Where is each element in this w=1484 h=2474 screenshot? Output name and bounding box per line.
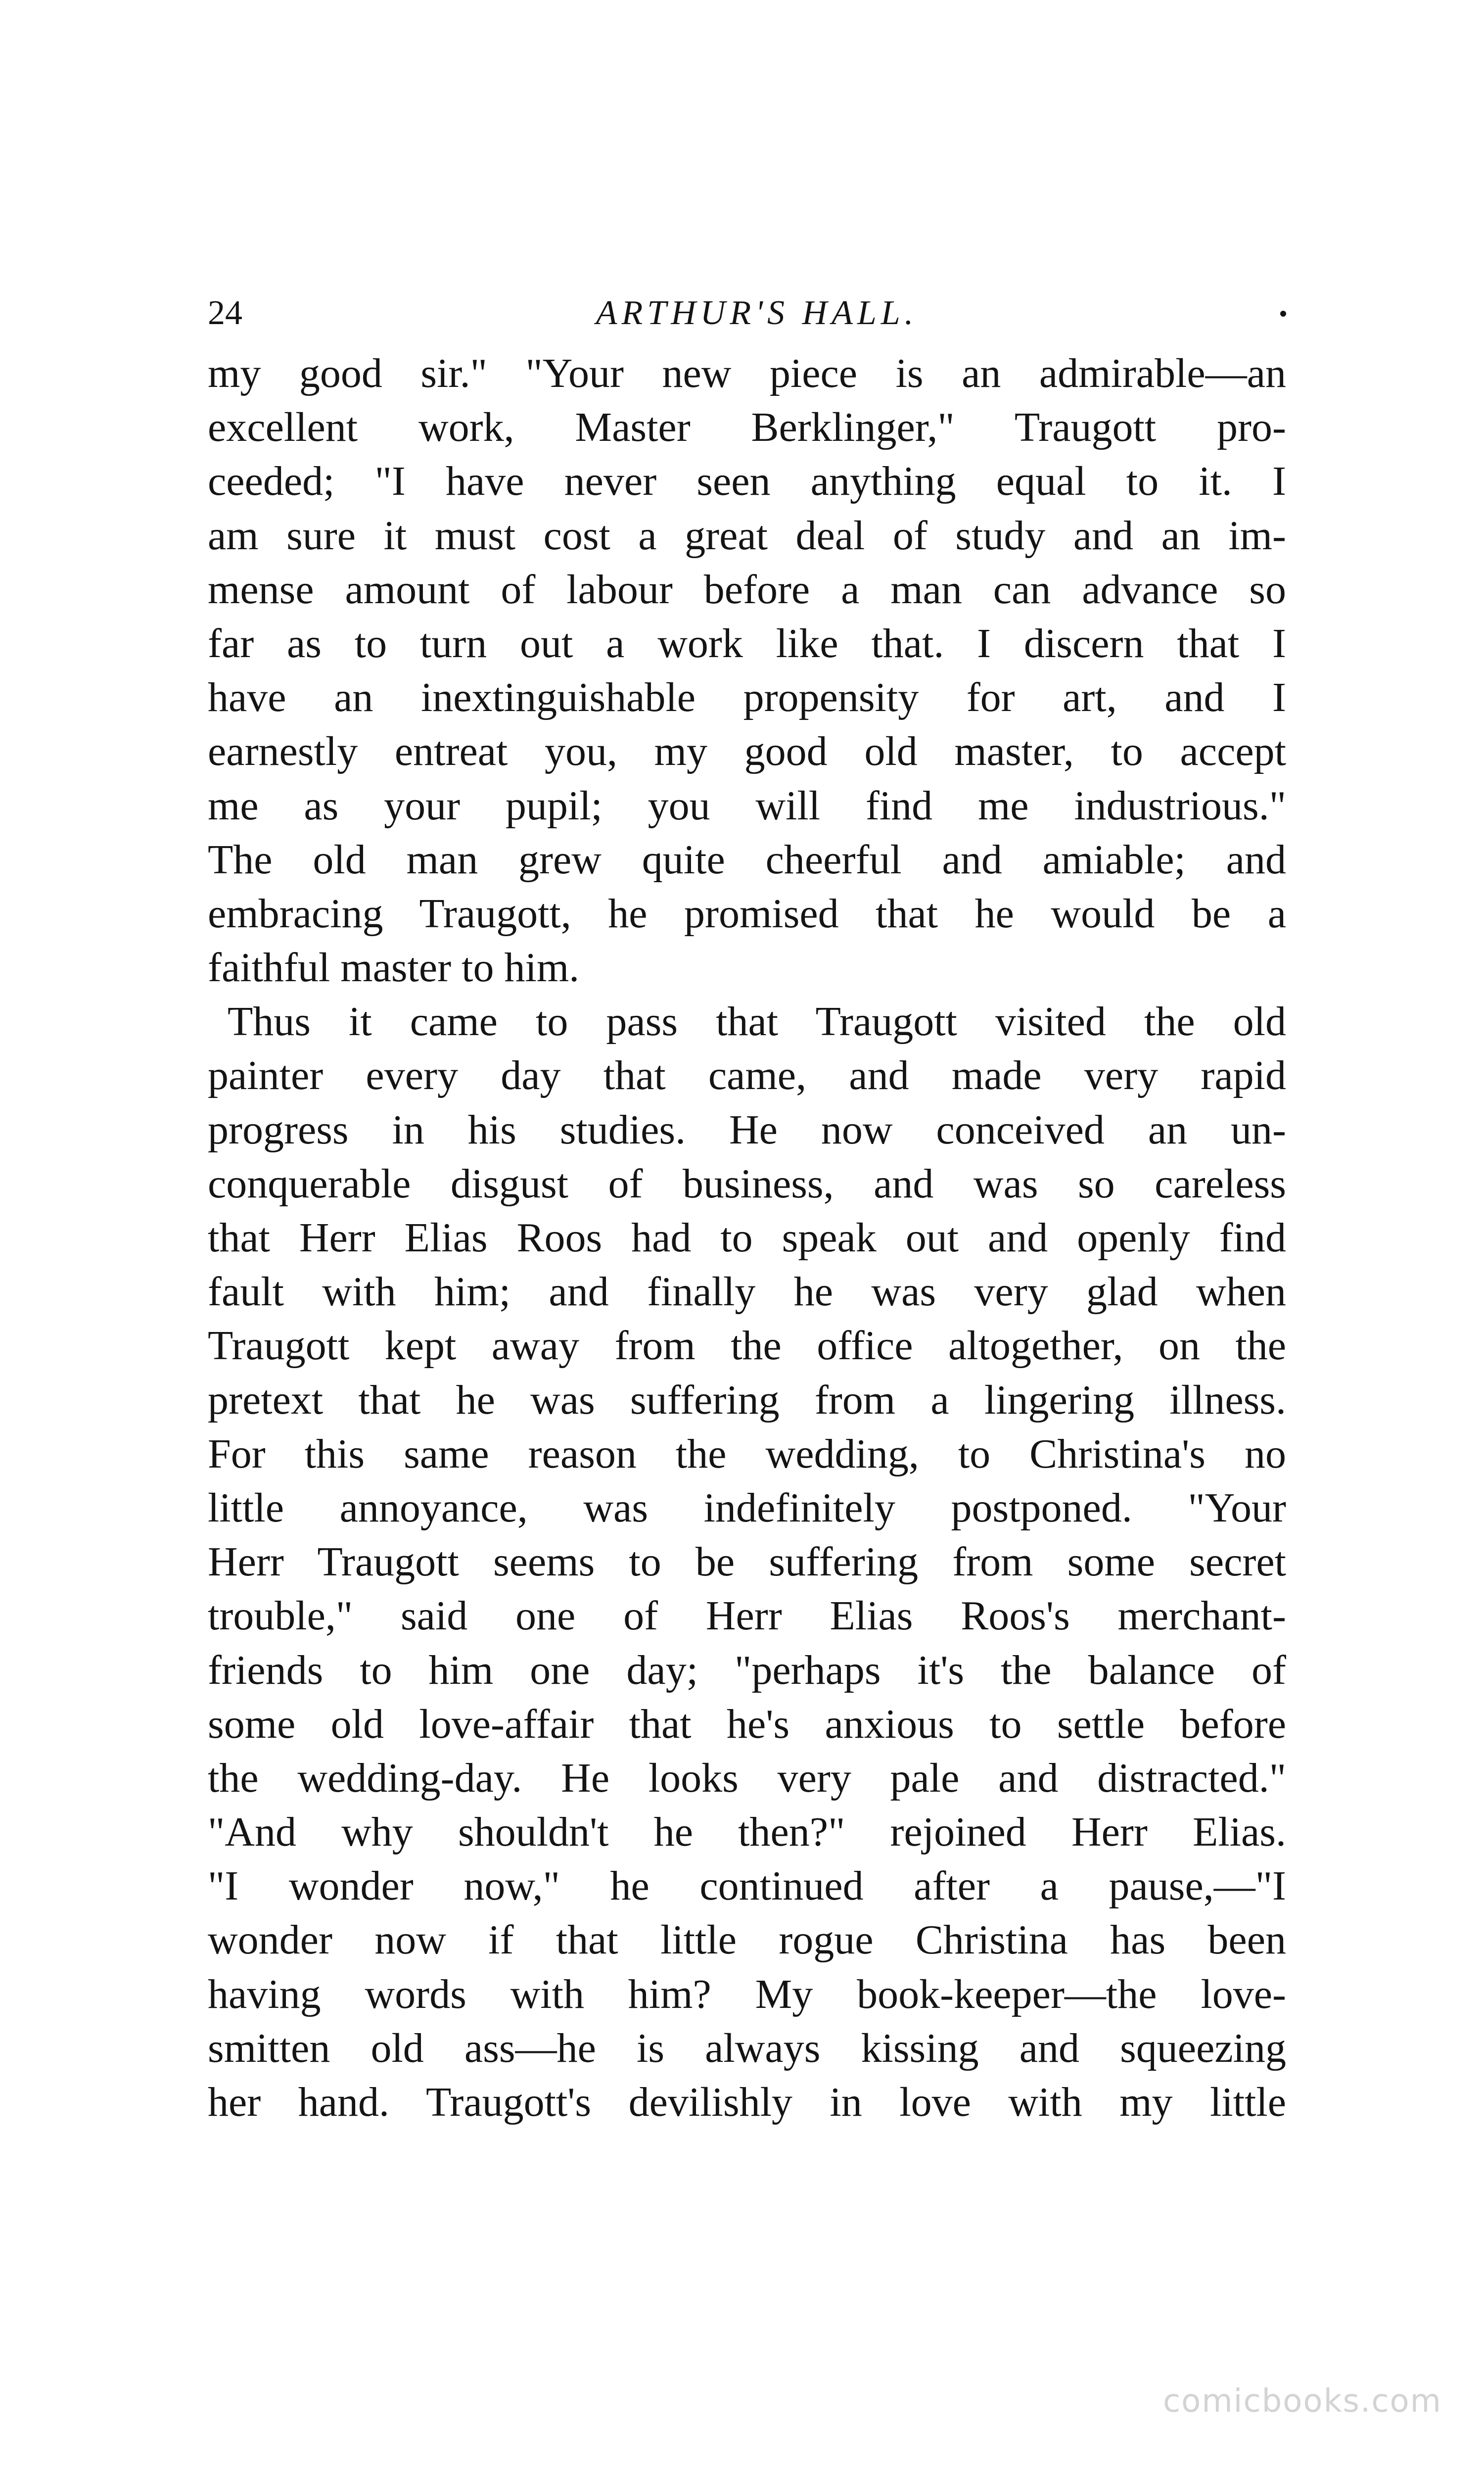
text-line: have an inextinguishable propensity for art, and I xyxy=(208,674,1286,721)
text-line: mense amount of labour before a man can advance so xyxy=(208,566,1286,613)
text-line: embracing Traugott, he promised that he would be a xyxy=(208,890,1286,937)
text-line: friends to him one day; "perhaps it's the balance of xyxy=(208,1647,1286,1693)
text-line: my good sir." "Your new piece is an admirable—an xyxy=(208,350,1286,396)
text-line: For this same reason the wedding, to Christina's no xyxy=(208,1430,1286,1477)
header-ornament-dot xyxy=(1280,311,1286,317)
text-line: earnestly entreat you, my good old master, to accept xyxy=(208,728,1286,775)
text-line: Herr Traugott seems to be suffering from some secret xyxy=(208,1539,1286,1585)
text-line: her hand. Traugott's devilishly in love with my little xyxy=(208,2079,1286,2125)
text-line: The old man grew quite cheerful and amiable; and xyxy=(208,836,1286,883)
text-line: "I wonder now," he continued after a pause,—"I xyxy=(208,1863,1286,1909)
text-line: pretext that he was suffering from a lingering illness. xyxy=(208,1377,1286,1423)
text-line: ceeded; "I have never seen anything equal to it. I xyxy=(208,458,1286,505)
text-line: trouble," said one of Herr Elias Roos's merchant- xyxy=(208,1593,1286,1639)
text-line: having words with him? My book-keeper—the love- xyxy=(208,1971,1286,2017)
text-line: "And why shouldn't he then?" rejoined Herr Elias. xyxy=(208,1809,1286,1856)
text-line: the wedding-day. He looks very pale and distracted." xyxy=(208,1755,1286,1801)
text-line: little annoyance, was indefinitely postponed. "Your xyxy=(208,1484,1286,1531)
page-header xyxy=(208,291,1306,335)
text-line: fault with him; and finally he was very glad when xyxy=(208,1269,1286,1315)
paragraph-first-line: Thus it came to pass that Traugott visited the old xyxy=(228,999,1286,1045)
text-line: smitten old ass—he is always kissing and squeezing xyxy=(208,2025,1286,2071)
body-text xyxy=(208,346,1286,2129)
running-head: ARTHUR'S HALL. xyxy=(596,294,918,332)
text-line: am sure it must cost a great deal of study and an im- xyxy=(208,512,1286,559)
text-line: progress in his studies. He now conceived an un- xyxy=(208,1106,1286,1153)
text-line: conquerable disgust of business, and was so careless xyxy=(208,1160,1286,1207)
text-line: Traugott kept away from the office altogether, on the xyxy=(208,1323,1286,1369)
text-line: faithful master to him. xyxy=(208,945,580,991)
text-line: me as your pupil; you will find me industrious." xyxy=(208,782,1286,829)
text-line: that Herr Elias Roos had to speak out and openly find xyxy=(208,1215,1286,1261)
text-line: painter every day that came, and made very rapid xyxy=(208,1052,1286,1099)
text-line: wonder now if that little rogue Christina has been xyxy=(208,1917,1286,1963)
page-number: 24 xyxy=(208,294,242,332)
watermark: comicbooks.com xyxy=(1162,2383,1442,2420)
text-line: some old love-affair that he's anxious to settle before xyxy=(208,1701,1286,1747)
text-line: excellent work, Master Berklinger," Traugott pro- xyxy=(208,404,1286,451)
text-line: far as to turn out a work like that. I discern that I xyxy=(208,620,1286,666)
